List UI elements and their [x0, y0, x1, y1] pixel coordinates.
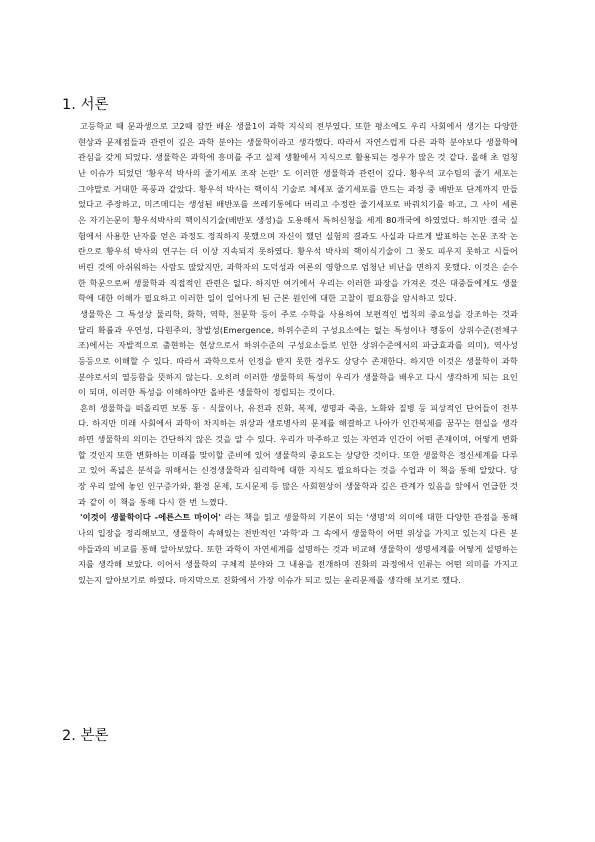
paragraph-text: 라는 책을 읽고 생물학의 기본이 되는 '생명'의 의미에 대한 다양한 관점을 통해 나의 입장을 정리해보고, 생물학이 속해있는 전반적인 '과학'과 그 속에서 생물학이 어떤 위상을 가지고 있는지 다른 분야들과의 비교를 통해 알아보았다. 또한 과학이 자연세계를 설명하는 것과 비교해 생물학이 생명세계를 어떻게 설명하는지를 생각해 보았다. 이어서 생물학의 구체적 분야와 그 내용을 전개하며 진화의 과정에서 인류는 어떤 의미를 가지고 있는지 알아보기로 하였다. 마지막으로 진화에서 가장 이슈가 되고 있는 윤리문제를 생각해 보기로 했다.	[78, 512, 519, 586]
paragraph: 생물학은 그 특성상 물리학, 화학, 역학, 천문학 등이 주로 수학을 사용하여 보편적인 법칙의 중요성을 강조하는 것과 달리 확률과 우연성, 다원주의, 창발성(Emergence, 하위수준의 구성요소에는 없는 특성이나 행동이 상위수준(전체구조)에서는 자발적으로 출현하는 현상으로서 하위수준의 구성요소들로 인한 상위수준에서의 파급효과를 의미), 역사성 등등으로 이해할 수 있다. 따라서 과학으로서 인정을 받지 못한 경우도 상당수 존재한다. 하지만 이것은 생물학이 과학 분야로서의 열등함을 뜻하지 않는다. 오히려 이러한 생물학의 특성이 우리가 생물학을 배우고 다시 생각하게 되는 요인이 되며, 이러한 특성을 이해하야만 올바른 생물학이 정립되는 것이다.	[78, 308, 518, 398]
section-heading-main-body: 2. 본론	[62, 728, 109, 744]
book-title: '이것이 생물학이다 -에른스트 마이어'	[80, 512, 222, 523]
section-heading-introduction: 1. 서론	[62, 97, 109, 113]
introduction-body	[78, 119, 518, 589]
paragraph	[78, 510, 518, 588]
paragraph: 흔히 생물학을 떠올리면 보통 동 · 식물이나, 유전과 진화, 복제, 생명과 죽음, 노화와 질병 등 피상적인 단어들이 전부다. 하지만 미래 사회에서 과학이 차지하는 위상과 생로병사의 문제를 해결하고 나아가 인간복제를 꿈꾸는 현실을 생각하면 생물학의 의미는 간단하지 않은 것을 알 수 있다. 우리가 마주하고 있는 자연과 인간이 어떤 존재이며, 어떻게 변화할 것인지 또한 변화하는 미래를 맞이할 준비에 있어 생물학의 중요도는 상당한 것이다. 또한 생물학은 정신세계를 다루고 있어 폭넓은 분석을 위해서는 신경생물학과 심리학에 대한 지식도 필요하다는 것을 수업과 이 책을 통해 알았다. 당장 우리 앞에 놓인 인구증가와, 환경 문제, 도시문제 등 많은 사회현상이 생물학과 깊은 관계가 있음을 앞에서 언급한 것과 같이 이 책을 통해 다시 한 번 느꼈다.	[78, 402, 518, 507]
paragraph: 고등학교 때 문과생으로 고2때 잠깐 배운 생물1이 과학 지식의 전부였다. 또한 평소에도 우리 사회에서 생기는 다양한 현상과 문제점들과 관련이 깊은 과학 분야는 생물학이라고 생각했다. 따라서 자연스럽게 다른 과학 분야보다 생물학에 관심을 갖게 되었다. 생물학은 과학에 흥미를 주고 실제 생활에서 지식으로 활용되는 경우가 많은 것 같다. 올해 초 엄청난 이슈가 되었던 '황우석 박사의 줄기세포 조작 논란' 도 이러한 생물학과 관련이 깊다. 황우석 교수팀의 줄기 세포는 그야말로 거대한 폭풍과 같았다. 황우석 박사는 핵이식 기술로 체세포 줄기세포를 만드는 과정 중 배반포 단계까지 만들었다고 주장하고, 미즈메디는 생성된 배반포를 쓰레기통에다 버리고 수정란 줄기세포로 바꿔치기를 하고, 그 사이 세론은 자기논문이 황우석박사의 핵이식기술(배반포 생성)을 도용해서 특허신청을 세계 80개국에 하였었다. 하지만 결국 실험에서 사용한 난자를 얻은 과정도 정직하지 못했으며 자신이 했던 실험의 결과도 사실과 다르게 발표하는 논문 조작 논란으로 황우석 박사의 연구는 더 이상 지속되지 못하였다. 황우석 박사의 핵이식기술이 그 꽃도 피우지 못하고 시들어 버린 것에 아쉬워하는 사람도 많았지만, 과학자의 도덕성과 여론의 영향으로 엄청난 비난을 면하지 못했다. 이것은 순수한 학문으로써 생물학과 직접적인 관련은 없다. 하지만 여기에서 우리는 이러한 파장을 가져온 것은 대중들에게도 생물학에 대한 이해가 필요하고 이러한 일이 일어나게 된 근본 원인에 대한 고찰이 필요함을 암시하고 있다.	[78, 121, 518, 304]
